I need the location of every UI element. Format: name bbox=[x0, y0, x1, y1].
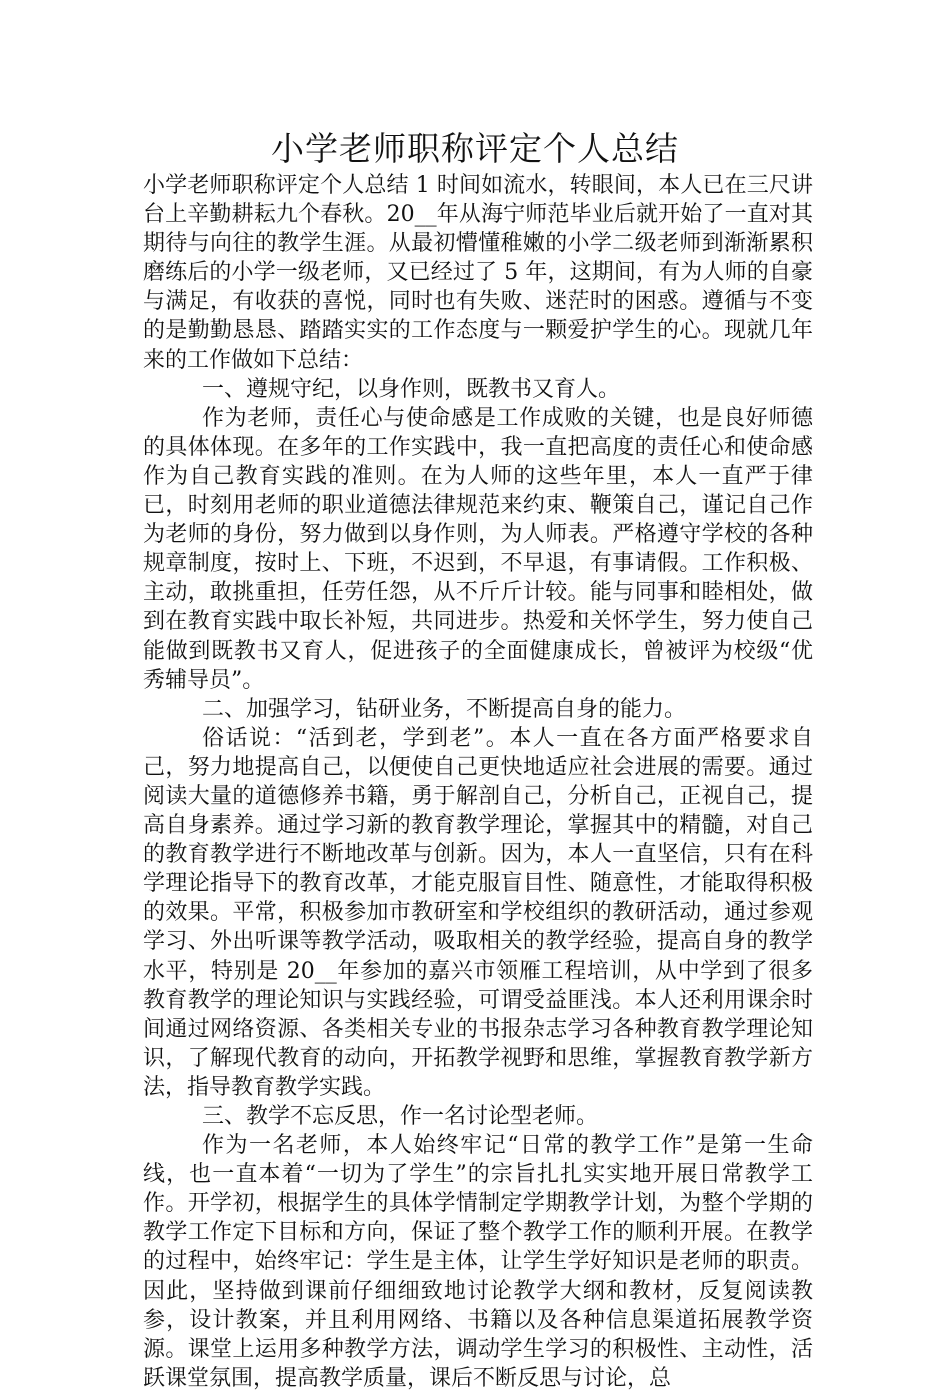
section-heading-3: 三、教学不忘反思，作一名讨论型老师。 bbox=[202, 1104, 599, 1129]
paragraph-section-2: 俗话说：“活到老，学到老”。本人一直在各方面严格要求自己，努力地提高自己，以便使自己更快地适应社会进展的需要。通过阅读大量的道德修养书籍，勇于解剖自己，分析自己，正视自己，提高自身素养。通过学习新的教育教学理论，掌握其中的精髓，对自己的教育教学进行不断地改革与创新。因为，本人一直坚信，只有在科学理论指导下的教育改革，才能克服盲目性、随意性，才能取得积极的效果。平常，积极参加市教研室和学校组织的教研活动，通过参观学习、外出听课等教学活动，吸取相关的教学经验，提高自身的教学水平，特别是 20__年参加的嘉兴市领雁工程培训，从中学到了很多教育教学的理论知识与实践经验，可谓受益匪浅。本人还利用课余时间通过网络资源、各类相关专业的书报杂志学习各种教育教学理论知识，了解现代教育的动向，开拓教学视野和思维，掌握教育教学新方法，指导教育教学实践。 bbox=[143, 725, 813, 1100]
paragraph-intro: 小学老师职称评定个人总结 1 时间如流水，转眼间，本人已在三尺讲台上辛勤耕耘九个春秋。20__年从海宁师范毕业后就开始了一直对其期待与向往的教学生涯。从最初懵懂稚嫩的小学二级老师到渐渐累积磨练后的小学一级老师，又已经过了 5 年，这期间，有为人师的自豪与满足，有收获的喜悦，同时也有失败、迷茫时的困惑。遵循与不变的是勤勤恳恳、踏踏实实的工作态度与一颗爱护学生的心。现就几年来的工作做如下总结： bbox=[143, 173, 813, 373]
document-title: 小学老师职称评定个人总结 bbox=[271, 129, 679, 168]
section-heading-1: 一、遵规守纪，以身作则，既教书又育人。 bbox=[202, 376, 621, 402]
section-heading-2: 二、加强学习，钻研业务，不断提高自身的能力。 bbox=[202, 696, 687, 722]
paragraph-section-3: 作为一名老师，本人始终牢记“日常的教学工作”是第一生命线，也一直本着“一切为了学生”的宗旨扎扎实实地开展日常教学工作。开学初，根据学生的具体学情制定学期教学计划，为整个学期的教学工作定下目标和方向，保证了整个教学工作的顺利开展。在教学的过程中，始终牢记：学生是主体，让学生学好知识是老师的职责。因此，坚持做到课前仔细细致地讨论教学大纲和教材，反复阅读教参，设计教案，并且利用网络、书籍以及各种信息渠道拓展教学资源。课堂上运用多种教学方法，调动学生学习的积极性、主动性，活跃课堂氛围，提高教学质量，课后不断反思与讨论，总 bbox=[143, 1133, 813, 1391]
document-body bbox=[143, 171, 813, 1393]
paragraph-section-1: 作为老师，责任心与使命感是工作成败的关键，也是良好师德的具体体现。在多年的工作实践中，我一直把高度的责任心和使命感作为自己教育实践的准则。在为人师的这些年里，本人一直严于律已，时刻用老师的职业道德法律规范来约束、鞭策自己，谨记自己作为老师的身份，努力做到以身作则，为人师表。严格遵守学校的各种规章制度，按时上、下班，不迟到，不早退，有事请假。工作积极、主动，敢挑重担，任劳任怨，从不斤斤计较。能与同事和睦相处，做到在教育实践中取长补短，共同进步。热爱和关怀学生，努力使自己能做到既教书又育人，促进孩子的全面健康成长，曾被评为校级“优秀辅导员”。 bbox=[143, 405, 813, 693]
